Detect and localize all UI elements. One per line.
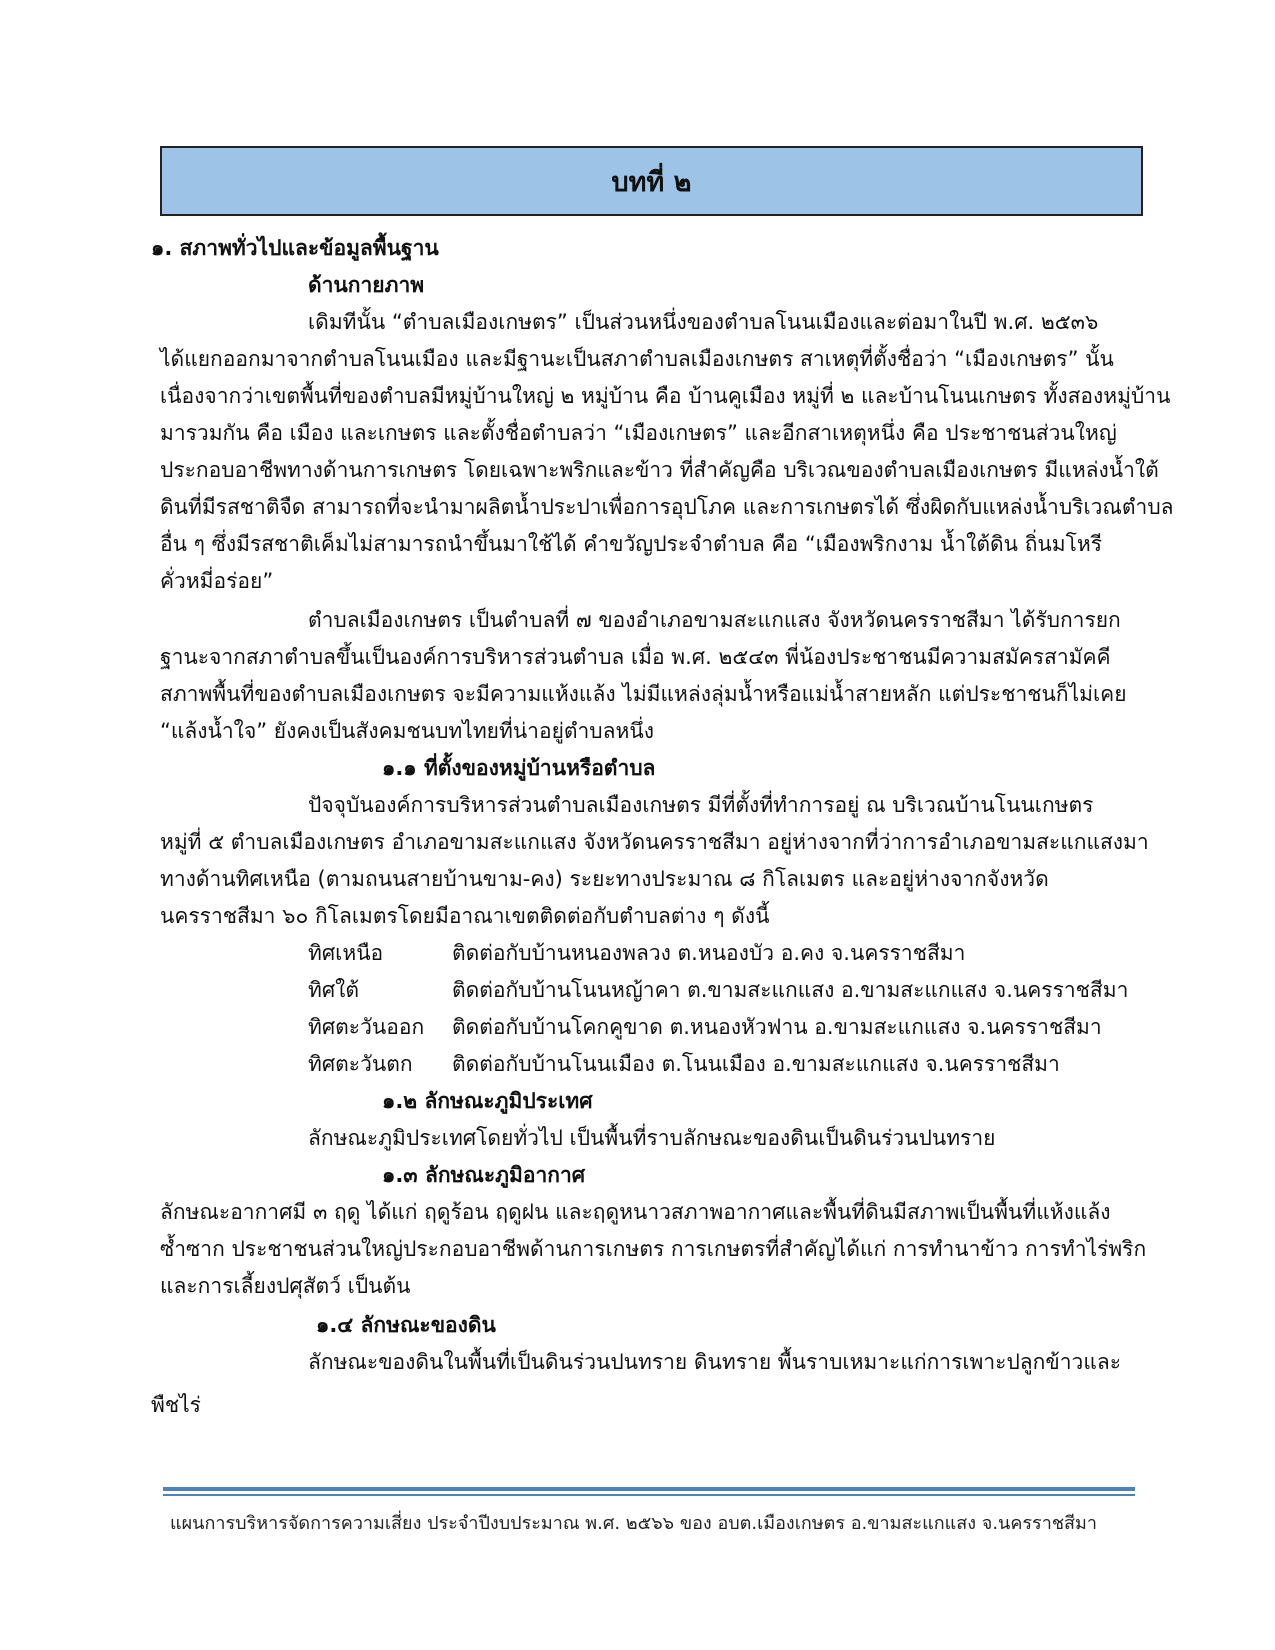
boundary-direction: ทิศใต้	[308, 978, 360, 1002]
paragraph-line: “แล้งน้ำใจ” ยังคงเป็นสังคมชนบทไทยที่น่าอยู่ตำบลหนึ่ง	[160, 719, 654, 743]
paragraph-line: มารวมกัน คือ เมือง และเกษตร และตั้งชื่อตำบลว่า “เมืองเกษตร” และอีกสาเหตุหนึ่ง คือ ประชาชนส่วนใหญ่	[160, 421, 1117, 445]
paragraph-line: ดินที่มีรสชาติจืด สามารถที่จะนำมาผลิตน้ำประปาเพื่อการอุปโภค และการเกษตรได้ ซึ่งผิดกับแหล่งน้ำบริเวณตำบล	[160, 495, 1174, 519]
boundary-detail: ติดต่อกับบ้านโนนเมือง ต.โนนเมือง อ.ขามสะแกแสง จ.นครราชสีมา	[452, 1052, 1060, 1076]
page-footer: แผนการบริหารจัดการความเสี่ยง ประจำปีงบประมาณ พ.ศ. ๒๕๖๖ ของ อบต.เมืองเกษตร อ.ขามสะแกแสง จ.นครราชสีมา	[170, 1513, 1097, 1534]
boundary-detail: ติดต่อกับบ้านโนนหญ้าคา ต.ขามสะแกแสง อ.ขามสะแกแสง จ.นครราชสีมา	[452, 978, 1129, 1002]
paragraph-line: เนื่องจากว่าเขตพื้นที่ของตำบลมีหมู่บ้านใหญ่ ๒ หมู่บ้าน คือ บ้านคูเมือง หมู่ที่ ๒ และบ้านโนนเกษตร ทั้งสองหมู่บ้าน	[160, 384, 1171, 408]
footer-divider	[163, 1487, 1135, 1491]
chapter-title: บทที่ ๒	[611, 166, 692, 198]
paragraph-line: คั่วหมี่อร่อย”	[160, 569, 274, 593]
paragraph-line: และการเลี้ยงปศุสัตว์ เป็นต้น	[160, 1274, 411, 1298]
paragraph-line: สภาพพื้นที่ของตำบลเมืองเกษตร จะมีความแห้งแล้ง ไม่มีแหล่งลุ่มน้ำหรือแม่น้ำสายหลัก แต่ประชาชนก็ไม่เคย	[160, 682, 1127, 706]
paragraph-line: ลักษณะของดินในพื้นที่เป็นดินร่วนปนทราย ดินทราย พื้นราบเหมาะแก่การเพาะปลูกข้าวและ	[308, 1350, 1122, 1374]
boundary-direction: ทิศตะวันตก	[308, 1052, 413, 1076]
section-1-3-heading: ๑.๓ ลักษณะภูมิอากาศ	[382, 1163, 586, 1187]
paragraph-line: ตำบลเมืองเกษตร เป็นตำบลที่ ๗ ของอำเภอขามสะแกแสง จังหวัดนครราชสีมา ได้รับการยก	[308, 608, 1121, 632]
paragraph-line: ลักษณะอากาศมี ๓ ฤดู ได้แก่ ฤดูร้อน ฤดูฝน และฤดูหนาวสภาพอากาศและพื้นที่ดินมีสภาพเป็นพื้นที่แห้งแล้ง	[160, 1200, 1111, 1224]
paragraph-line: อื่น ๆ ซึ่งมีรสชาติเค็มไม่สามารถนำขึ้นมาใช้ได้ คำขวัญประจำตำบล คือ “เมืองพริกงาม น้ำใต้ดิน ถิ่นมโหรี	[160, 532, 1103, 556]
paragraph-line: ได้แยกออกมาจากตำบลโนนเมือง และมีฐานะเป็นสภาตำบลเมืองเกษตร สาเหตุที่ตั้งชื่อว่า “เมืองเกษตร” นั้น	[160, 347, 1114, 371]
sub-heading-physical: ด้านกายภาพ	[308, 273, 425, 297]
paragraph-line: ปัจจุบันองค์การบริหารส่วนตำบลเมืองเกษตร มีที่ตั้งที่ทำการอยู่ ณ บริเวณบ้านโนนเกษตร	[308, 793, 1094, 817]
paragraph-line: พืชไร่	[151, 1393, 201, 1417]
chapter-header-box	[160, 146, 1143, 216]
paragraph-line: นครราชสีมา ๖๐ กิโลเมตรโดยมีอาณาเขตติดต่อกับตำบลต่าง ๆ ดังนี้	[160, 904, 770, 928]
paragraph-line: หมู่ที่ ๕ ตำบลเมืองเกษตร อำเภอขามสะแกแสง จังหวัดนครราชสีมา อยู่ห่างจากที่ว่าการอำเภอขามสะแกแสงมา	[160, 830, 1149, 854]
footer-divider-thin	[163, 1494, 1135, 1496]
boundary-direction: ทิศเหนือ	[308, 941, 384, 965]
paragraph-line: ทางด้านทิศเหนือ (ตามถนนสายบ้านขาม-คง) ระยะทางประมาณ ๘ กิโลเมตร และอยู่ห่างจากจังหวัด	[160, 867, 1049, 891]
paragraph-line: ฐานะจากสภาตำบลขึ้นเป็นองค์การบริหารส่วนตำบล เมื่อ พ.ศ. ๒๕๔๓ พี่น้องประชาชนมีความสมัครสามัคคี	[160, 645, 1111, 669]
paragraph-line: เดิมทีนั้น “ตำบลเมืองเกษตร” เป็นส่วนหนึ่งของตำบลโนนเมืองและต่อมาในปี พ.ศ. ๒๕๓๖	[308, 310, 1099, 334]
section-1-4-heading: ๑.๔ ลักษณะของดิน	[316, 1313, 496, 1337]
boundary-detail: ติดต่อกับบ้านโคกคูขาด ต.หนองหัวฟาน อ.ขามสะแกแสง จ.นครราชสีมา	[452, 1015, 1102, 1039]
boundary-direction: ทิศตะวันออก	[308, 1015, 425, 1039]
boundary-detail: ติดต่อกับบ้านหนองพลวง ต.หนองบัว อ.คง จ.นครราชสีมา	[452, 941, 966, 965]
paragraph-line: ซ้ำซาก ประชาชนส่วนใหญ่ประกอบอาชีพด้านการเกษตร การเกษตรที่สำคัญได้แก่ การทำนาข้าว การทำไร่พริก	[160, 1237, 1147, 1261]
section-1-heading: ๑. สภาพทั่วไปและข้อมูลพื้นฐาน	[151, 236, 439, 260]
section-1-1-heading: ๑.๑ ที่ตั้งของหมู่บ้านหรือตำบล	[382, 756, 656, 780]
section-1-2-heading: ๑.๒ ลักษณะภูมิประเทศ	[382, 1089, 593, 1113]
paragraph-line: ลักษณะภูมิประเทศโดยทั่วไป เป็นพื้นที่ราบลักษณะของดินเป็นดินร่วนปนทราย	[308, 1126, 996, 1150]
paragraph-line: ประกอบอาชีพทางด้านการเกษตร โดยเฉพาะพริกและข้าว ที่สำคัญคือ บริเวณของตำบลเมืองเกษตร มีแหล่งน้ำใต้	[160, 458, 1159, 482]
